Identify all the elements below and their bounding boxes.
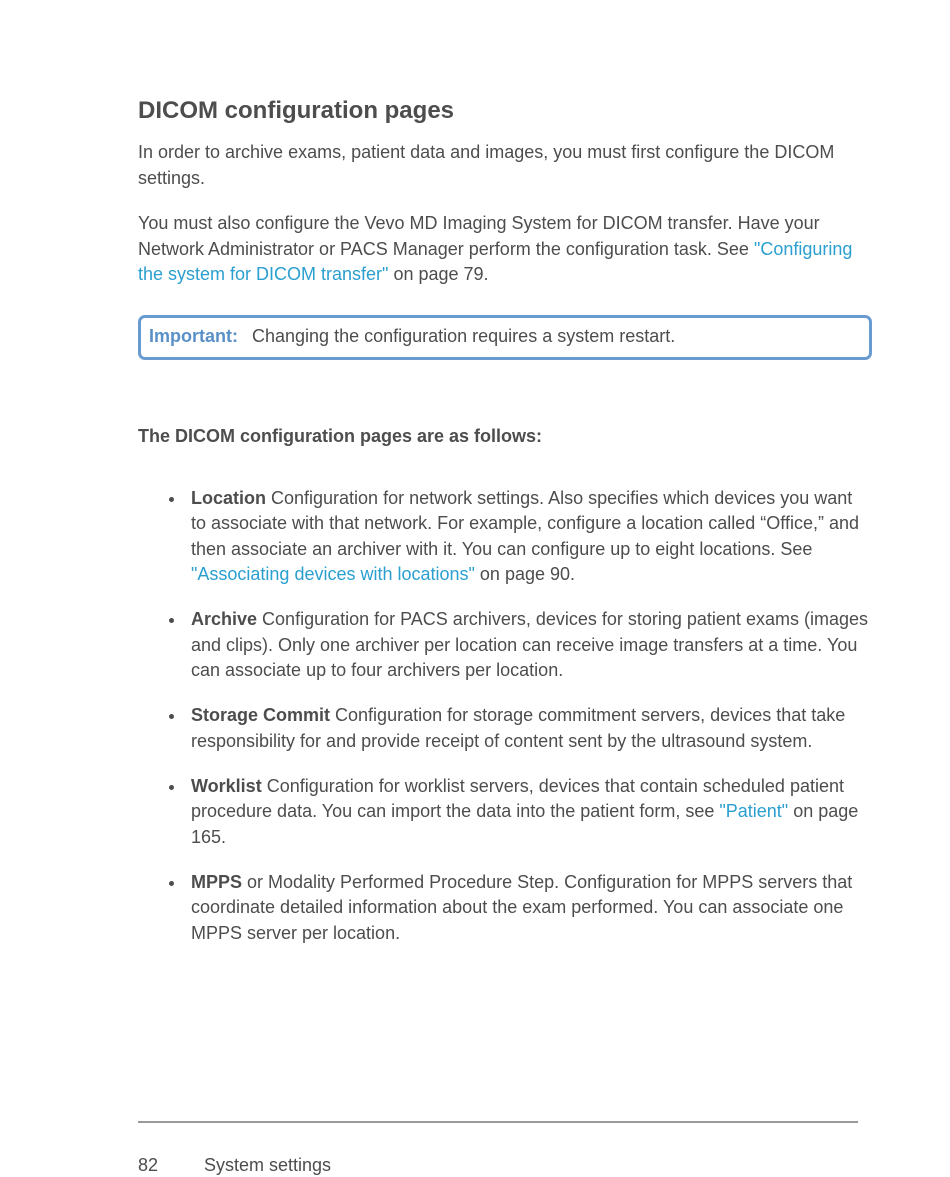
config-pages-list	[138, 486, 870, 947]
page-footer	[138, 1153, 331, 1177]
footer-divider	[138, 1121, 858, 1123]
list-item-archive	[138, 607, 870, 684]
dicom-transfer-text: You must also configure the Vevo MD Imaging System for DICOM transfer. Have your Network Administrator or PACS Manager perform the configuration task. See	[138, 213, 820, 259]
item-page-ref: on page 90.	[474, 564, 576, 584]
item-page-ref: on page 165.	[191, 801, 859, 847]
item-term: MPPS	[191, 871, 243, 892]
dicom-transfer-page-ref: on page 79.	[388, 264, 489, 284]
page-title: DICOM configuration pages	[138, 97, 455, 124]
item-text: or Modality Performed Procedure Step. Configuration for MPPS servers that coordinate detailed information about the exam performed. You can associate one MPPS server per location.	[191, 871, 853, 943]
important-text: Changing the configuration requires a system restart.	[252, 325, 676, 346]
item-term: Location	[191, 487, 266, 508]
important-notice	[138, 315, 872, 360]
item-text: Configuration for PACS archivers, devices for storing patient exams (images and clips). Only one archiver per location can receive image transfers at a time. You can associate up to four archivers per location.	[191, 609, 868, 680]
configuring-dicom-transfer-link[interactable]: "Configuring the system for DICOM transfer"	[138, 238, 853, 284]
important-label: Important:	[149, 325, 238, 346]
item-term: Storage Commit	[191, 705, 331, 725]
bullet-icon	[169, 714, 174, 719]
intro-paragraph: In order to archive exams, patient data and images, you must first configure the DICOM settings.	[138, 142, 835, 188]
list-item-location	[138, 486, 870, 588]
dicom-transfer-paragraph	[138, 211, 870, 288]
list-item-worklist	[138, 774, 870, 851]
patient-link[interactable]: "Patient"	[719, 801, 789, 821]
associating-devices-link[interactable]: "Associating devices with locations"	[191, 564, 475, 584]
bullet-icon	[169, 881, 174, 886]
item-text: Configuration for network settings. Also specifies which devices you want to associate with that network. For example, configure a location called “Office,” and then associate an archiver with it. You can configure up to eight locations. See	[191, 487, 860, 559]
list-item-mpps	[138, 870, 870, 947]
item-text: Configuration for storage commitment servers, devices that take responsibility for and provide receipt of content sent by the ultrasound system.	[191, 705, 846, 751]
bullet-icon	[169, 618, 174, 623]
bullet-icon	[169, 785, 174, 790]
footer-section-title: System settings	[204, 1155, 332, 1175]
page-content	[138, 96, 870, 966]
item-term: Worklist	[191, 775, 262, 796]
item-text: Configuration for worklist servers, devices that contain scheduled patient procedure data. You can import the data into the patient form, see	[191, 775, 844, 821]
list-item-storage-commit	[138, 703, 870, 754]
bullet-icon	[169, 497, 174, 502]
item-term: Archive	[191, 609, 258, 629]
page-number: 82	[138, 1155, 159, 1175]
section-lead: The DICOM configuration pages are as follows:	[138, 425, 543, 446]
